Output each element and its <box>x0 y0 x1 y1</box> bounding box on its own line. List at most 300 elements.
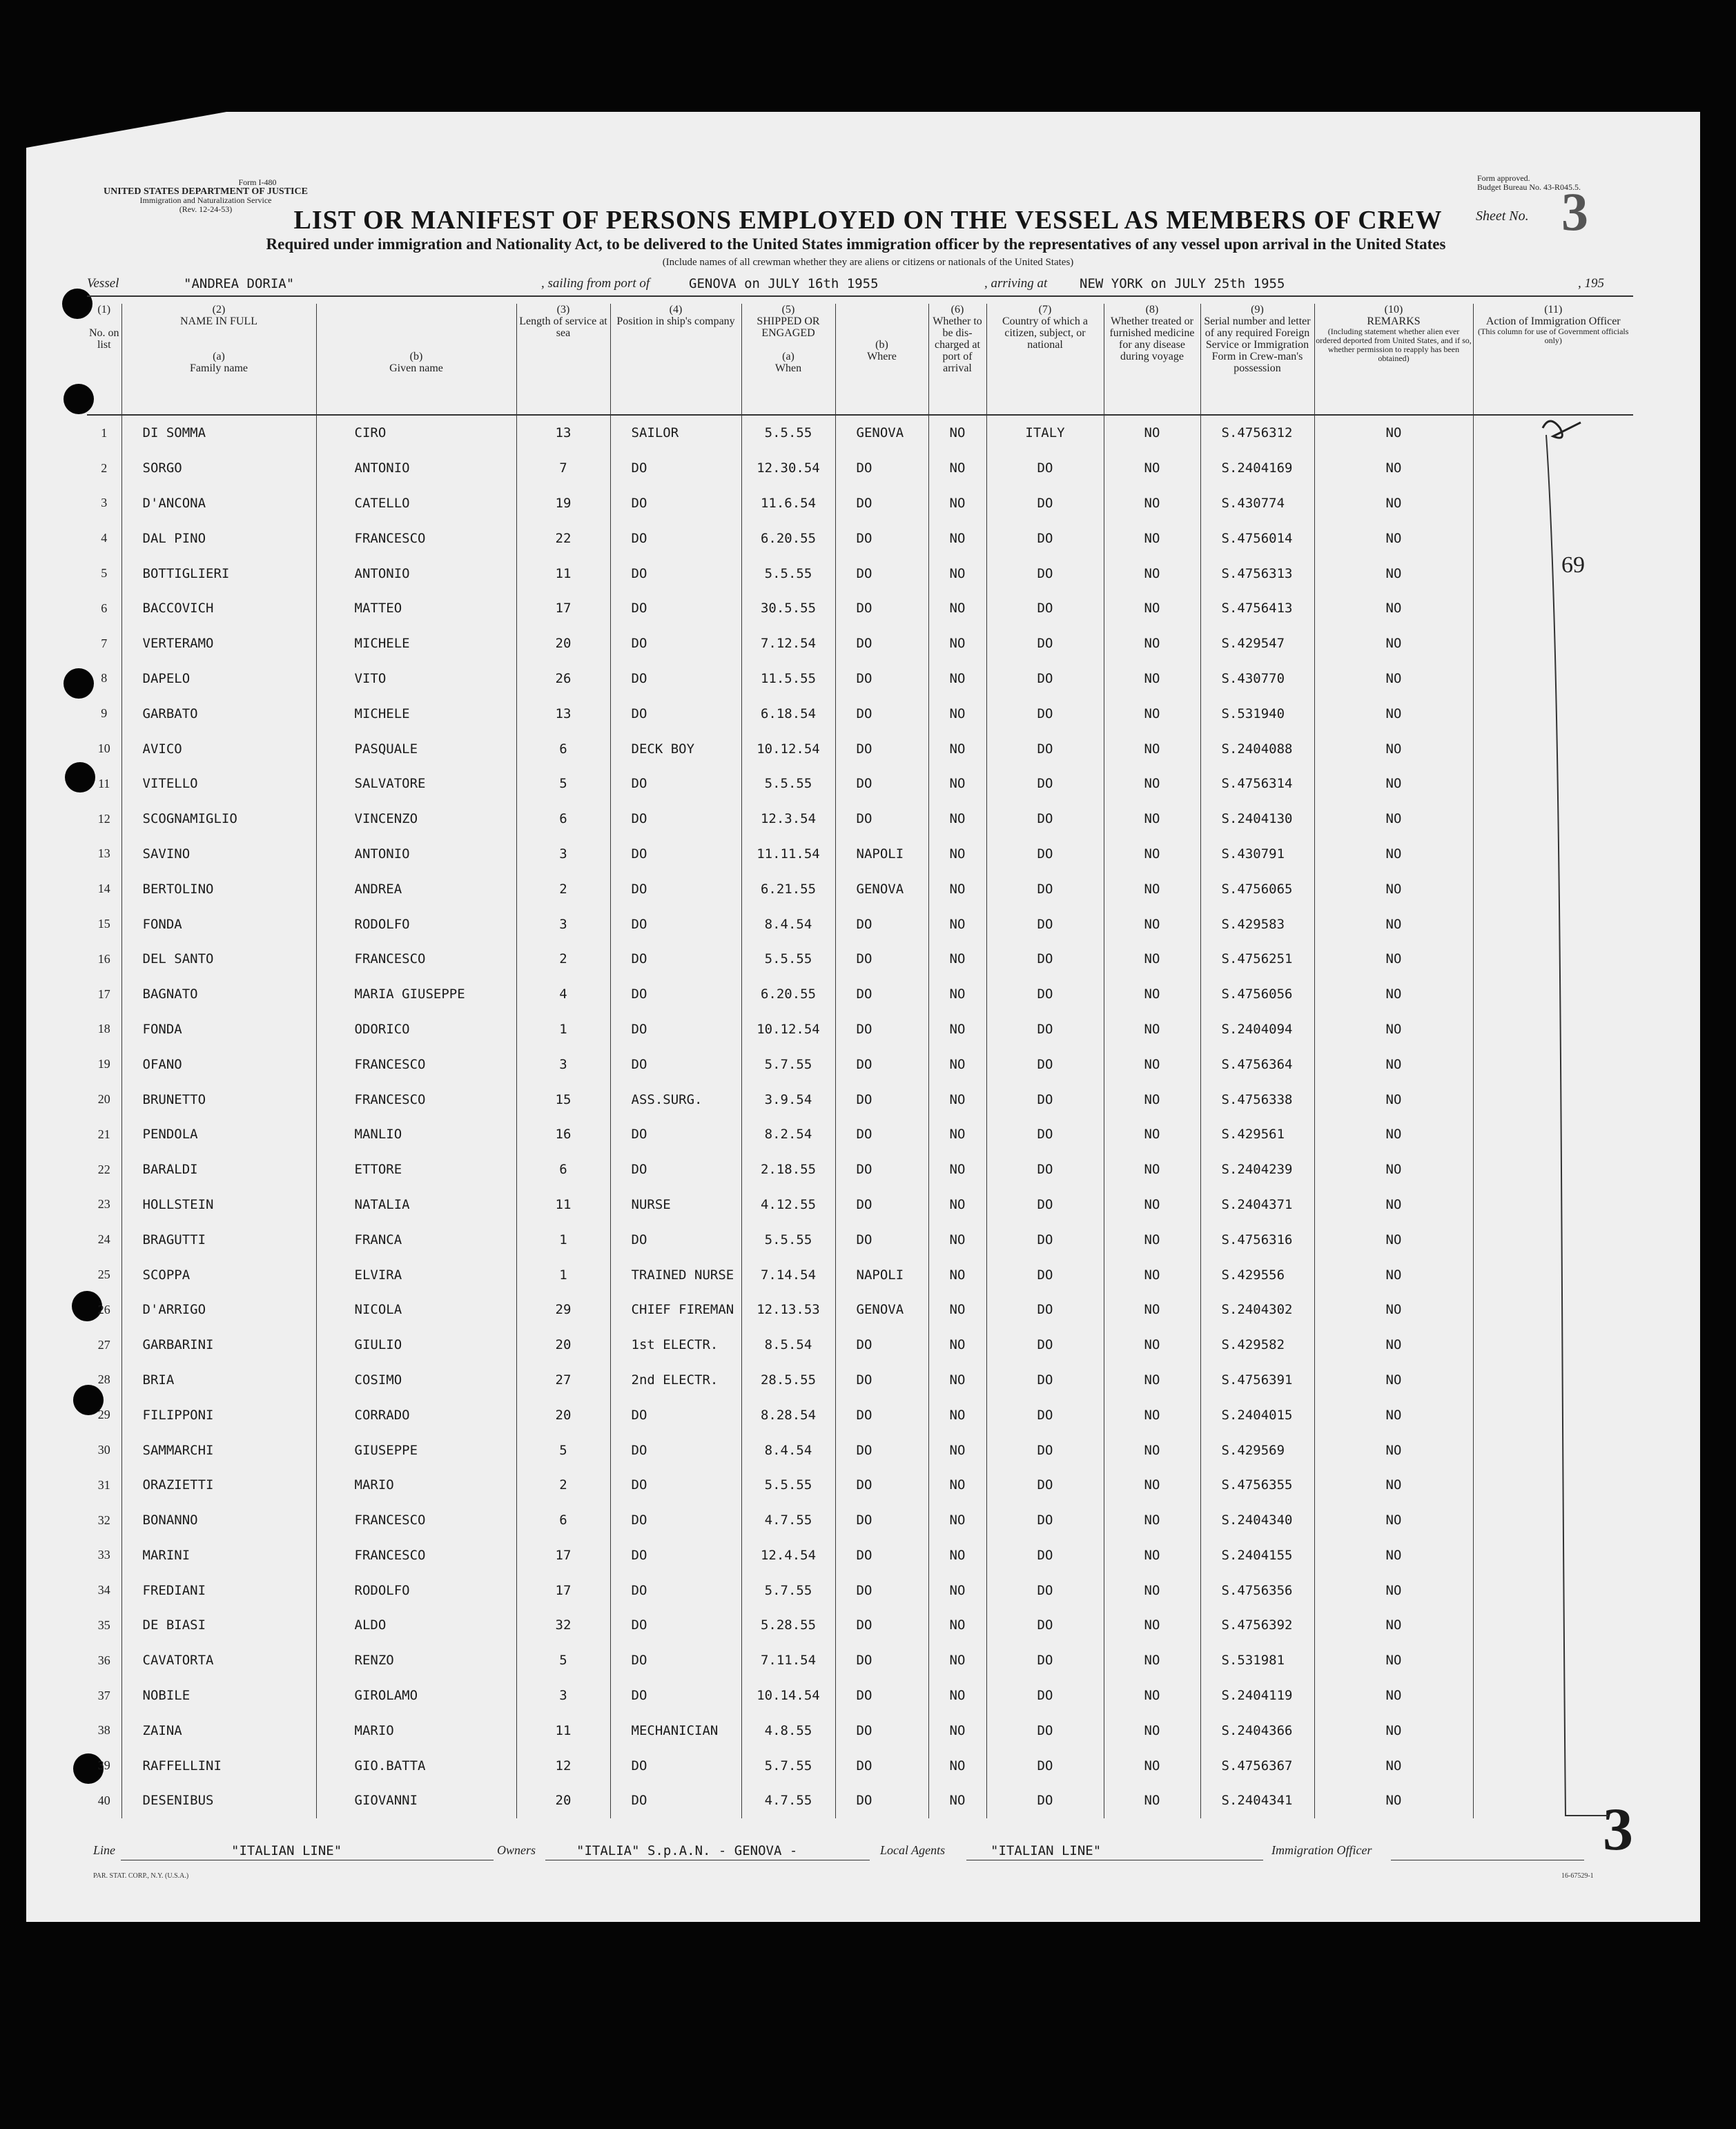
discharged-cell: NO <box>928 486 986 521</box>
position-cell: DO <box>610 1397 741 1432</box>
position-cell: DO <box>610 1538 741 1573</box>
remarks-cell: NO <box>1314 1397 1473 1432</box>
length-of-service-cell: 13 <box>516 415 610 451</box>
row-number-cell: 33 <box>87 1538 121 1573</box>
shipped-when-cell: 6.18.54 <box>741 696 835 731</box>
table-row <box>87 801 1633 837</box>
table-row <box>87 521 1633 556</box>
table-row <box>87 486 1633 521</box>
line-value: "ITALIAN LINE" <box>231 1843 342 1858</box>
remarks-cell: NO <box>1314 591 1473 626</box>
shipped-where-cell: DO <box>835 591 928 626</box>
country-cell: DO <box>986 1713 1104 1748</box>
country-cell: DO <box>986 1608 1104 1643</box>
row-number-cell: 11 <box>87 766 121 801</box>
given-name-cell: FRANCESCO <box>316 1538 516 1573</box>
country-cell: DO <box>986 451 1104 486</box>
shipped-where-cell: GENOVA <box>835 871 928 906</box>
row-number-cell: 35 <box>87 1608 121 1643</box>
discharged-cell: NO <box>928 521 986 556</box>
given-name-cell: ANDREA <box>316 871 516 906</box>
length-of-service-cell: 1 <box>516 1257 610 1292</box>
serial-number-cell: S.429569 <box>1200 1432 1314 1468</box>
family-name-cell: GARBATO <box>121 696 316 731</box>
hdr-remarks: (10) REMARKS (Including statement whether alien ever ordered deported from United States, and if so, whether permission to reapply has been obtained) <box>1314 304 1473 415</box>
action-mark-row4: 69 <box>1561 552 1585 578</box>
family-name-cell: SAMMARCHI <box>121 1432 316 1468</box>
serial-number-cell: S.429556 <box>1200 1257 1314 1292</box>
remarks-cell: NO <box>1314 696 1473 731</box>
medicine-cell: NO <box>1104 1643 1200 1678</box>
shipped-where-cell: DO <box>835 1573 928 1608</box>
medicine-cell: NO <box>1104 1573 1200 1608</box>
discharged-cell: NO <box>928 731 986 766</box>
shipped-where-cell: DO <box>835 556 928 591</box>
shipped-where-cell: DO <box>835 801 928 837</box>
discharged-cell: NO <box>928 1117 986 1152</box>
discharged-cell: NO <box>928 1328 986 1363</box>
discharged-cell: NO <box>928 626 986 661</box>
serial-number-cell: S.4756316 <box>1200 1222 1314 1257</box>
discharged-cell: NO <box>928 1047 986 1082</box>
shipped-when-cell: 4.12.55 <box>741 1187 835 1223</box>
table-row <box>87 1678 1633 1713</box>
medicine-cell: NO <box>1104 521 1200 556</box>
table-row <box>87 1328 1633 1363</box>
remarks-cell: NO <box>1314 731 1473 766</box>
family-name-cell: DESENIBUS <box>121 1783 316 1818</box>
remarks-cell: NO <box>1314 1082 1473 1117</box>
row-number-cell: 14 <box>87 871 121 906</box>
remarks-cell: NO <box>1314 1222 1473 1257</box>
country-cell: DO <box>986 521 1104 556</box>
given-name-cell: GIULIO <box>316 1328 516 1363</box>
row-number-cell: 5 <box>87 556 121 591</box>
shipped-where-cell: DO <box>835 1152 928 1187</box>
country-cell: DO <box>986 1012 1104 1047</box>
given-name-cell: ETTORE <box>316 1152 516 1187</box>
shipped-when-cell: 5.5.55 <box>741 1468 835 1503</box>
table-row <box>87 1748 1633 1783</box>
shipped-where-cell: DO <box>835 1187 928 1223</box>
hdr-where: (b) Where <box>835 304 928 415</box>
serial-number-cell: S.4756014 <box>1200 521 1314 556</box>
medicine-cell: NO <box>1104 766 1200 801</box>
table-row <box>87 1573 1633 1608</box>
sheet-label: Sheet No. <box>1476 208 1529 224</box>
position-cell: DO <box>610 942 741 977</box>
document-title: LIST OR MANIFEST OF PERSONS EMPLOYED ON THE VESSEL AS MEMBERS OF CREW <box>293 206 1443 235</box>
shipped-where-cell: DO <box>835 1328 928 1363</box>
medicine-cell: NO <box>1104 1783 1200 1818</box>
table-row <box>87 661 1633 697</box>
given-name-cell: COSIMO <box>316 1363 516 1398</box>
remarks-cell: NO <box>1314 661 1473 697</box>
country-cell: DO <box>986 1468 1104 1503</box>
remarks-cell: NO <box>1314 801 1473 837</box>
vessel-label: Vessel <box>87 276 119 291</box>
position-cell: DO <box>610 451 741 486</box>
given-name-cell: FRANCESCO <box>316 942 516 977</box>
service-name: Immigration and Naturalization Service <box>139 195 272 205</box>
family-name-cell: FONDA <box>121 906 316 942</box>
family-name-cell: BAGNATO <box>121 977 316 1012</box>
hdr-medicine: (8) Whether treated or furnished medicine for any disease during voyage <box>1104 304 1200 415</box>
family-name-cell: ZAINA <box>121 1713 316 1748</box>
discharged-cell: NO <box>928 556 986 591</box>
given-name-cell: GIROLAMO <box>316 1678 516 1713</box>
shipped-when-cell: 10.12.54 <box>741 1012 835 1047</box>
shipped-when-cell: 8.4.54 <box>741 1432 835 1468</box>
budget-bureau: Budget Bureau No. 43-R045.5. <box>1477 182 1581 192</box>
position-cell: DO <box>610 1047 741 1082</box>
shipped-when-cell: 5.5.55 <box>741 1222 835 1257</box>
medicine-cell: NO <box>1104 1432 1200 1468</box>
discharged-cell: NO <box>928 1503 986 1538</box>
row-number-cell: 39 <box>87 1748 121 1783</box>
length-of-service-cell: 2 <box>516 871 610 906</box>
row-number-cell: 22 <box>87 1152 121 1187</box>
family-name-cell: MARINI <box>121 1538 316 1573</box>
table-row <box>87 1397 1633 1432</box>
shipped-where-cell: DO <box>835 1713 928 1748</box>
shipped-where-cell: DO <box>835 942 928 977</box>
family-name-cell: AVICO <box>121 731 316 766</box>
given-name-cell: ANTONIO <box>316 837 516 872</box>
remarks-cell: NO <box>1314 1748 1473 1783</box>
hdr-serial: (9) Serial number and letter of any required Foreign Service or Immigration Form in Crew-man's possession <box>1200 304 1314 415</box>
shipped-when-cell: 5.7.55 <box>741 1748 835 1783</box>
country-cell: DO <box>986 1643 1104 1678</box>
shipped-when-cell: 6.20.55 <box>741 977 835 1012</box>
hdr-position: (4) Position in ship's company <box>610 304 741 415</box>
row-number-cell: 40 <box>87 1783 121 1818</box>
country-cell: DO <box>986 1152 1104 1187</box>
length-of-service-cell: 20 <box>516 1783 610 1818</box>
shipped-where-cell: DO <box>835 1643 928 1678</box>
discharged-cell: NO <box>928 1538 986 1573</box>
given-name-cell: NICOLA <box>316 1292 516 1328</box>
shipped-when-cell: 6.20.55 <box>741 521 835 556</box>
row-number-cell: 23 <box>87 1187 121 1223</box>
table-row <box>87 1643 1633 1678</box>
length-of-service-cell: 3 <box>516 1678 610 1713</box>
shipped-when-cell: 8.2.54 <box>741 1117 835 1152</box>
table-row <box>87 1012 1633 1047</box>
shipped-where-cell: DO <box>835 1082 928 1117</box>
table-row <box>87 1608 1633 1643</box>
shipped-when-cell: 4.7.55 <box>741 1783 835 1818</box>
remarks-cell: NO <box>1314 1678 1473 1713</box>
remarks-cell: NO <box>1314 871 1473 906</box>
row-number-cell: 6 <box>87 591 121 626</box>
position-cell: DO <box>610 1117 741 1152</box>
table-row <box>87 1117 1633 1152</box>
position-cell: DO <box>610 801 741 837</box>
remarks-cell: NO <box>1314 1292 1473 1328</box>
shipped-where-cell: DO <box>835 1397 928 1432</box>
arrival-port: NEW YORK on JULY 25th 1955 <box>1080 276 1285 291</box>
shipped-when-cell: 4.7.55 <box>741 1503 835 1538</box>
row-number-cell: 13 <box>87 837 121 872</box>
serial-number-cell: S.4756356 <box>1200 1573 1314 1608</box>
discharged-cell: NO <box>928 1643 986 1678</box>
year-label: , 195 <box>1578 276 1604 291</box>
country-cell: DO <box>986 1538 1104 1573</box>
remarks-cell: NO <box>1314 521 1473 556</box>
row-number-cell: 26 <box>87 1292 121 1328</box>
row-number-cell: 32 <box>87 1503 121 1538</box>
length-of-service-cell: 16 <box>516 1117 610 1152</box>
medicine-cell: NO <box>1104 871 1200 906</box>
given-name-cell: MICHELE <box>316 696 516 731</box>
discharged-cell: NO <box>928 1468 986 1503</box>
given-name-cell: RODOLFO <box>316 1573 516 1608</box>
family-name-cell: D'ANCONA <box>121 486 316 521</box>
table-row <box>87 1538 1633 1573</box>
length-of-service-cell: 17 <box>516 591 610 626</box>
shipped-when-cell: 2.18.55 <box>741 1152 835 1187</box>
country-cell: DO <box>986 731 1104 766</box>
country-cell: DO <box>986 1082 1104 1117</box>
sheet-number: 3 <box>1561 182 1588 242</box>
family-name-cell: DAL PINO <box>121 521 316 556</box>
table-row <box>87 731 1633 766</box>
shipped-when-cell: 4.8.55 <box>741 1713 835 1748</box>
length-of-service-cell: 19 <box>516 486 610 521</box>
position-cell: DO <box>610 556 741 591</box>
given-name-cell: NATALIA <box>316 1187 516 1223</box>
table-row <box>87 591 1633 626</box>
table-row <box>87 1187 1633 1223</box>
row-number-cell: 29 <box>87 1397 121 1432</box>
length-of-service-cell: 2 <box>516 1468 610 1503</box>
remarks-cell: NO <box>1314 1608 1473 1643</box>
form-number: Form I-480 <box>238 177 277 187</box>
hdr-family: (2) NAME IN FULL (a) Family name <box>121 304 316 415</box>
serial-number-cell: S.4756251 <box>1200 942 1314 977</box>
given-name-cell: MICHELE <box>316 626 516 661</box>
shipped-when-cell: 11.6.54 <box>741 486 835 521</box>
table-row <box>87 451 1633 486</box>
shipped-where-cell: NAPOLI <box>835 1257 928 1292</box>
shipped-when-cell: 7.11.54 <box>741 1643 835 1678</box>
family-name-cell: OFANO <box>121 1047 316 1082</box>
row-number-cell: 21 <box>87 1117 121 1152</box>
position-cell: DO <box>610 1573 741 1608</box>
medicine-cell: NO <box>1104 801 1200 837</box>
given-name-cell: FRANCA <box>316 1222 516 1257</box>
shipped-when-cell: 12.30.54 <box>741 451 835 486</box>
medicine-cell: NO <box>1104 1713 1200 1748</box>
table-row <box>87 1713 1633 1748</box>
family-name-cell: CAVATORTA <box>121 1643 316 1678</box>
shipped-where-cell: DO <box>835 1012 928 1047</box>
hdr-country: (7) Country of which a citizen, subject, or national <box>986 304 1104 415</box>
row-number-cell: 4 <box>87 521 121 556</box>
remarks-cell: NO <box>1314 906 1473 942</box>
family-name-cell: ORAZIETTI <box>121 1468 316 1503</box>
position-cell: MECHANICIAN <box>610 1713 741 1748</box>
table-row <box>87 1292 1633 1328</box>
length-of-service-cell: 17 <box>516 1573 610 1608</box>
medicine-cell: NO <box>1104 415 1200 451</box>
discharged-cell: NO <box>928 1432 986 1468</box>
length-of-service-cell: 17 <box>516 1538 610 1573</box>
hdr-discharge: (6) Whether to be dis-charged at port of arrival <box>928 304 986 415</box>
given-name-cell: ALDO <box>316 1608 516 1643</box>
medicine-cell: NO <box>1104 837 1200 872</box>
shipped-where-cell: NAPOLI <box>835 837 928 872</box>
table-row <box>87 1152 1633 1187</box>
vessel-line <box>87 275 1633 297</box>
table-row <box>87 1432 1633 1468</box>
medicine-cell: NO <box>1104 1047 1200 1082</box>
family-name-cell: DE BIASI <box>121 1608 316 1643</box>
length-of-service-cell: 3 <box>516 837 610 872</box>
shipped-where-cell: DO <box>835 1748 928 1783</box>
family-name-cell: SAVINO <box>121 837 316 872</box>
shipped-when-cell: 28.5.55 <box>741 1363 835 1398</box>
discharged-cell: NO <box>928 661 986 697</box>
family-name-cell: BERTOLINO <box>121 871 316 906</box>
length-of-service-cell: 32 <box>516 1608 610 1643</box>
length-of-service-cell: 12 <box>516 1748 610 1783</box>
discharged-cell: NO <box>928 1152 986 1187</box>
length-of-service-cell: 27 <box>516 1363 610 1398</box>
family-name-cell: DAPELO <box>121 661 316 697</box>
position-cell: DO <box>610 1678 741 1713</box>
shipped-where-cell: DO <box>835 1468 928 1503</box>
length-of-service-cell: 20 <box>516 1328 610 1363</box>
position-cell: DO <box>610 591 741 626</box>
shipped-where-cell: DO <box>835 661 928 697</box>
serial-number-cell: S.2404094 <box>1200 1012 1314 1047</box>
remarks-cell: NO <box>1314 486 1473 521</box>
table-row <box>87 415 1633 451</box>
medicine-cell: NO <box>1104 1503 1200 1538</box>
medicine-cell: NO <box>1104 977 1200 1012</box>
given-name-cell: MARIO <box>316 1468 516 1503</box>
remarks-cell: NO <box>1314 1152 1473 1187</box>
table-row <box>87 1503 1633 1538</box>
remarks-cell: NO <box>1314 977 1473 1012</box>
row-number-cell: 10 <box>87 731 121 766</box>
length-of-service-cell: 22 <box>516 521 610 556</box>
length-of-service-cell: 3 <box>516 906 610 942</box>
footer <box>93 1843 1639 1871</box>
family-name-cell: D'ARRIGO <box>121 1292 316 1328</box>
remarks-cell: NO <box>1314 1328 1473 1363</box>
row-number-cell: 34 <box>87 1573 121 1608</box>
given-name-cell: CIRO <box>316 415 516 451</box>
serial-number-cell: S.2404302 <box>1200 1292 1314 1328</box>
serial-number-cell: S.430770 <box>1200 661 1314 697</box>
given-name-cell: MARIA GIUSEPPE <box>316 977 516 1012</box>
shipped-when-cell: 8.28.54 <box>741 1397 835 1432</box>
remarks-cell: NO <box>1314 837 1473 872</box>
row-number-cell: 36 <box>87 1643 121 1678</box>
discharged-cell: NO <box>928 1783 986 1818</box>
position-cell: CHIEF FIREMAN <box>610 1292 741 1328</box>
country-cell: DO <box>986 1257 1104 1292</box>
table-row <box>87 1257 1633 1292</box>
shipped-where-cell: GENOVA <box>835 415 928 451</box>
family-name-cell: BONANNO <box>121 1503 316 1538</box>
hdr-given: (b) Given name <box>316 304 516 415</box>
serial-number-cell: S.4756313 <box>1200 556 1314 591</box>
table-row <box>87 1047 1633 1082</box>
agents-value: "ITALIAN LINE" <box>991 1843 1102 1858</box>
shipped-where-cell: DO <box>835 731 928 766</box>
country-cell: DO <box>986 1573 1104 1608</box>
position-cell: DO <box>610 1783 741 1818</box>
shipped-when-cell: 12.4.54 <box>741 1538 835 1573</box>
length-of-service-cell: 11 <box>516 1713 610 1748</box>
serial-number-cell: S.2404119 <box>1200 1678 1314 1713</box>
family-name-cell: FONDA <box>121 1012 316 1047</box>
shipped-where-cell: DO <box>835 977 928 1012</box>
shipped-where-cell: DO <box>835 906 928 942</box>
country-cell: DO <box>986 1503 1104 1538</box>
given-name-cell: CORRADO <box>316 1397 516 1432</box>
remarks-cell: NO <box>1314 556 1473 591</box>
country-cell: DO <box>986 1748 1104 1783</box>
printer-note: PAR. STAT. CORP., N.Y. (U.S.A.) <box>93 1872 189 1880</box>
family-name-cell: VERTERAMO <box>121 626 316 661</box>
position-cell: DO <box>610 626 741 661</box>
table-row <box>87 977 1633 1012</box>
serial-number-cell: S.2404340 <box>1200 1503 1314 1538</box>
row-number-cell: 2 <box>87 451 121 486</box>
given-name-cell: GIOVANNI <box>316 1783 516 1818</box>
shipped-when-cell: 3.9.54 <box>741 1082 835 1117</box>
remarks-cell: NO <box>1314 626 1473 661</box>
row-number-cell: 17 <box>87 977 121 1012</box>
family-name-cell: VITELLO <box>121 766 316 801</box>
remarks-cell: NO <box>1314 942 1473 977</box>
shipped-where-cell: DO <box>835 486 928 521</box>
serial-number-cell: S.429583 <box>1200 906 1314 942</box>
shipped-when-cell: 5.5.55 <box>741 415 835 451</box>
country-cell: DO <box>986 1397 1104 1432</box>
shipped-where-cell: DO <box>835 1363 928 1398</box>
row-number-cell: 19 <box>87 1047 121 1082</box>
remarks-cell: NO <box>1314 1538 1473 1573</box>
shipped-when-cell: 11.11.54 <box>741 837 835 872</box>
shipped-when-cell: 5.7.55 <box>741 1573 835 1608</box>
discharged-cell: NO <box>928 942 986 977</box>
shipped-when-cell: 12.3.54 <box>741 801 835 837</box>
length-of-service-cell: 13 <box>516 696 610 731</box>
family-name-cell: BRIA <box>121 1363 316 1398</box>
given-name-cell: MANLIO <box>316 1117 516 1152</box>
arriving-label: , arriving at <box>984 276 1048 291</box>
position-cell: DO <box>610 1608 741 1643</box>
discharged-cell: NO <box>928 1082 986 1117</box>
position-cell: DO <box>610 1012 741 1047</box>
family-name-cell: SCOGNAMIGLIO <box>121 801 316 837</box>
medicine-cell: NO <box>1104 1608 1200 1643</box>
shipped-where-cell: DO <box>835 1678 928 1713</box>
shipped-when-cell: 7.12.54 <box>741 626 835 661</box>
row-number-cell: 27 <box>87 1328 121 1363</box>
position-cell: DO <box>610 977 741 1012</box>
row-number-cell: 8 <box>87 661 121 697</box>
given-name-cell: GIUSEPPE <box>316 1432 516 1468</box>
length-of-service-cell: 5 <box>516 1432 610 1468</box>
crew-table <box>87 304 1633 1818</box>
